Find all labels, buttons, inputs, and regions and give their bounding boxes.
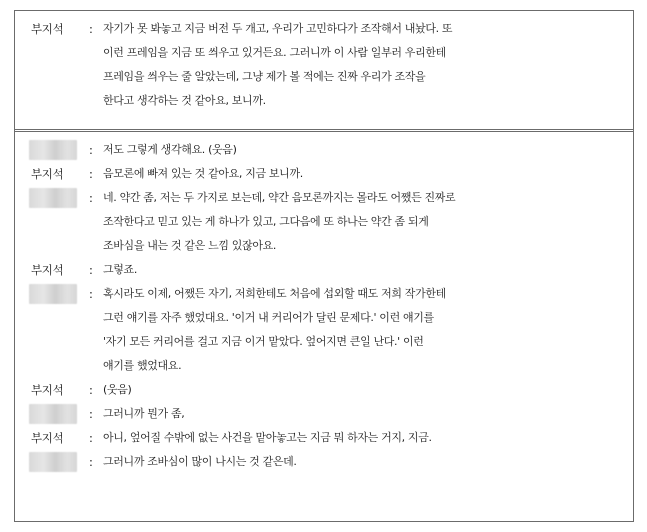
- dialogue-text: 저도 그렇게 생각해요. (웃음): [103, 143, 237, 156]
- colon-separator: :: [89, 383, 93, 397]
- transcript-section-bottom: [15, 131, 633, 521]
- colon-separator: :: [89, 407, 93, 421]
- redacted-speaker: [29, 404, 77, 424]
- colon-separator: :: [89, 191, 93, 205]
- speaker-name: 부지석: [31, 263, 64, 277]
- transcript-section-top: [15, 11, 633, 130]
- colon-separator: :: [89, 143, 93, 157]
- dialogue-text: 그러니까 뭔가 좀,: [103, 407, 185, 420]
- transcript-table: [14, 10, 634, 522]
- dialogue-text: (웃음): [103, 383, 132, 396]
- dialogue-text: 음모론에 빠져 있는 것 같아요, 지금 보니까.: [103, 167, 303, 180]
- colon-separator: :: [89, 287, 93, 301]
- colon-separator: :: [89, 455, 93, 469]
- redacted-speaker: [29, 188, 77, 208]
- colon-separator: :: [89, 263, 93, 277]
- speaker-name: 부지석: [31, 22, 64, 36]
- dialogue-text: 자기가 못 봐놓고 지금 버전 두 개고, 우리가 고민하다가 조작해서 내놨다. 또 이런 프레임을 지금 또 씌우고 있거든요. 그러니까 이 사람 일부러 우리한테 프레임을 씌우는 줄 알았는데, 그냥 제가 볼 적에는 진짜 우리가 조작을 한다고 생각하는 것 같아요, 보니까.: [103, 22, 453, 107]
- redacted-speaker: [29, 140, 77, 160]
- dialogue-text: 그렇죠.: [103, 263, 137, 276]
- redacted-speaker: [29, 284, 77, 304]
- colon-separator: :: [89, 22, 93, 36]
- speaker-name: 부지석: [31, 431, 64, 445]
- dialogue-text: 네. 약간 좀, 저는 두 가지로 보는데, 약간 음모론까지는 몰라도 어쨌든 진짜로 조작한다고 믿고 있는 게 하나가 있고, 그다음에 또 하나는 약간 좀 되게 조바심을 내는 것 같은 느낌 있잖아요.: [103, 191, 456, 252]
- dialogue-text: 그러니까 조바심이 많이 나시는 것 같은데.: [103, 455, 297, 468]
- redacted-speaker: [29, 452, 77, 472]
- colon-separator: :: [89, 167, 93, 181]
- dialogue-text: 혹시라도 이제, 어쨌든 자기, 저희한테도 처음에 섭외할 때도 저희 작가한테 그런 얘기를 자주 했었대요. '이거 내 커리어가 달린 문제다.' 이런 얘기를 '자기 모든 커리어를 걸고 지금 이거 맡았다. 엎어지면 큰일 난다.' 이런 얘기를 했었대요.: [103, 287, 446, 372]
- dialogue-text: 아니, 엎어질 수밖에 없는 사건을 맡아놓고는 지금 뭐 하자는 거지, 지금.: [103, 431, 432, 444]
- colon-separator: :: [89, 431, 93, 445]
- speaker-name: 부지석: [31, 167, 64, 181]
- speaker-name: 부지석: [31, 383, 64, 397]
